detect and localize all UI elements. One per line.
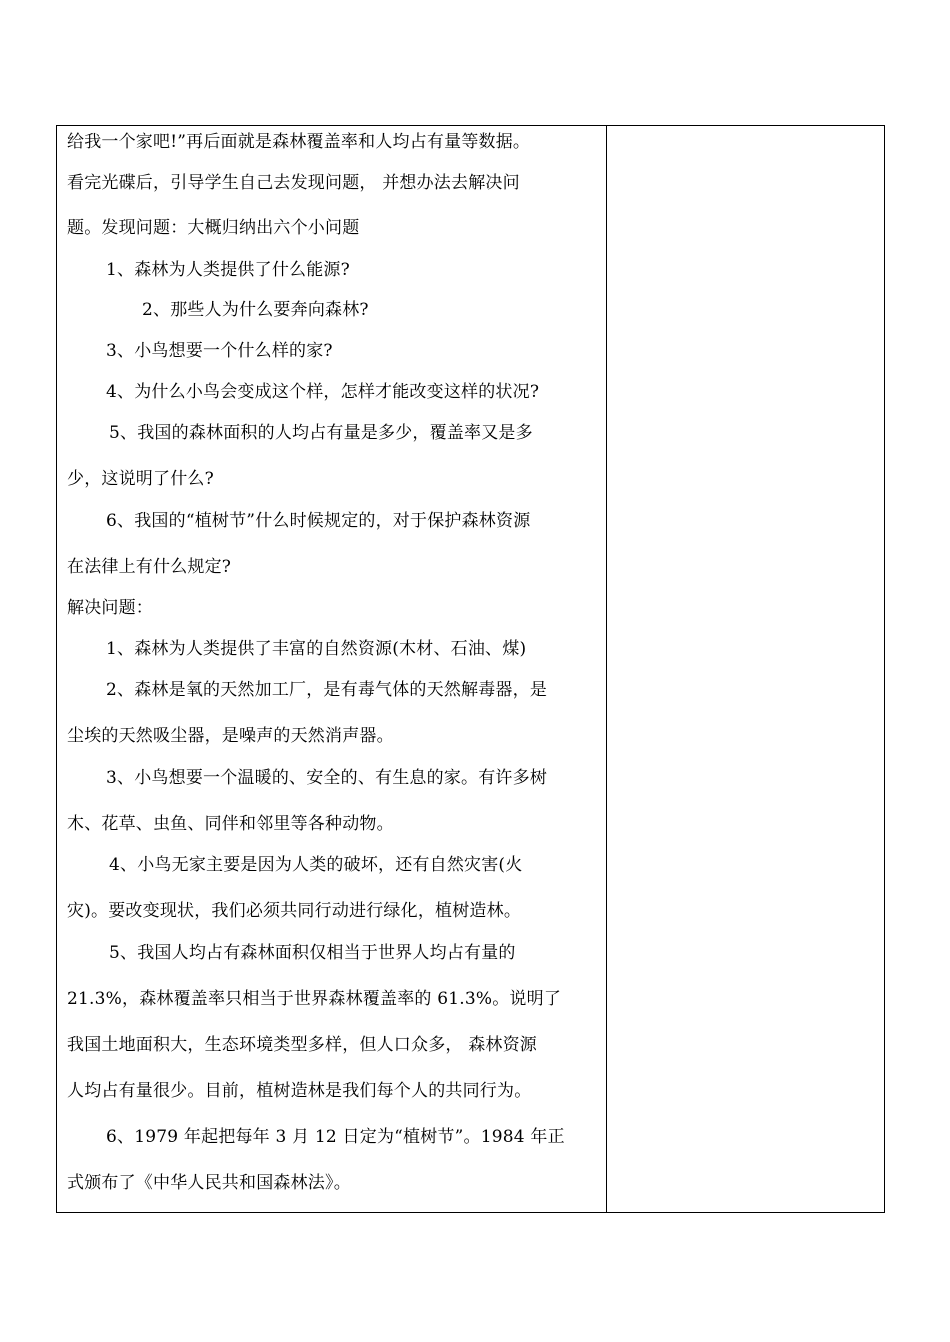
- text-line: 木、花草、虫鱼、同伴和邻里等各种动物。: [67, 814, 394, 834]
- question-4: 4、为什么小鸟会变成这个样，怎样才能改变这样的状况?: [106, 382, 540, 402]
- text-line: 尘埃的天然吸尘器，是噪声的天然消声器。: [67, 726, 394, 746]
- text-line: 灾)。要改变现状，我们必须共同行动进行绿化，植树造林。: [67, 901, 522, 921]
- answer-4: 4、小鸟无家主要是因为人类的破坏，还有自然灾害(火: [109, 855, 523, 875]
- question-2: 2、那些人为什么要奔向森林?: [142, 300, 369, 320]
- text-line: 少，这说明了什么?: [67, 469, 214, 489]
- question-1: 1、森林为人类提供了什么能源?: [106, 260, 350, 280]
- text-line: 人均占有量很少。目前，植树造林是我们每个人的共同行为。: [67, 1081, 532, 1101]
- section-heading: 解决问题：: [67, 598, 153, 618]
- text-line: 我国土地面积大，生态环境类型多样，但人口众多， 森林资源: [67, 1035, 538, 1055]
- question-6: 6、我国的“植树节”什么时候规定的，对于保护森林资源: [106, 511, 531, 531]
- text-line: 看完光碟后，引导学生自己去发现问题， 并想办法去解决问: [67, 173, 520, 193]
- text-line: 给我一个家吧!”再后面就是森林覆盖率和人均占有量等数据。: [67, 132, 531, 152]
- notes-cell: [607, 126, 884, 1212]
- lesson-table: [56, 125, 885, 1213]
- answer-2: 2、森林是氧的天然加工厂，是有毒气体的天然解毒器，是: [106, 680, 548, 700]
- text-line: 21.3%，森林覆盖率只相当于世界森林覆盖率的 61.3%。说明了: [67, 989, 562, 1009]
- answer-3: 3、小鸟想要一个温暖的、安全的、有生息的家。有许多树: [106, 768, 548, 788]
- text-line: 在法律上有什么规定?: [67, 557, 232, 577]
- answer-1: 1、森林为人类提供了丰富的自然资源(木材、石油、煤): [106, 639, 527, 659]
- text-line: 式颁布了《中华人民共和国森林法》。: [67, 1173, 351, 1193]
- answer-6: 6、1979 年起把每年 3 月 12 日定为“植树节”。1984 年正: [106, 1127, 565, 1147]
- content-cell: [57, 126, 606, 1212]
- text-line: 题。发现问题：大概归纳出六个小问题: [67, 218, 360, 238]
- question-3: 3、小鸟想要一个什么样的家?: [106, 341, 333, 361]
- question-5: 5、我国的森林面积的人均占有量是多少，覆盖率又是多: [109, 423, 533, 443]
- answer-5: 5、我国人均占有森林面积仅相当于世界人均占有量的: [109, 943, 516, 963]
